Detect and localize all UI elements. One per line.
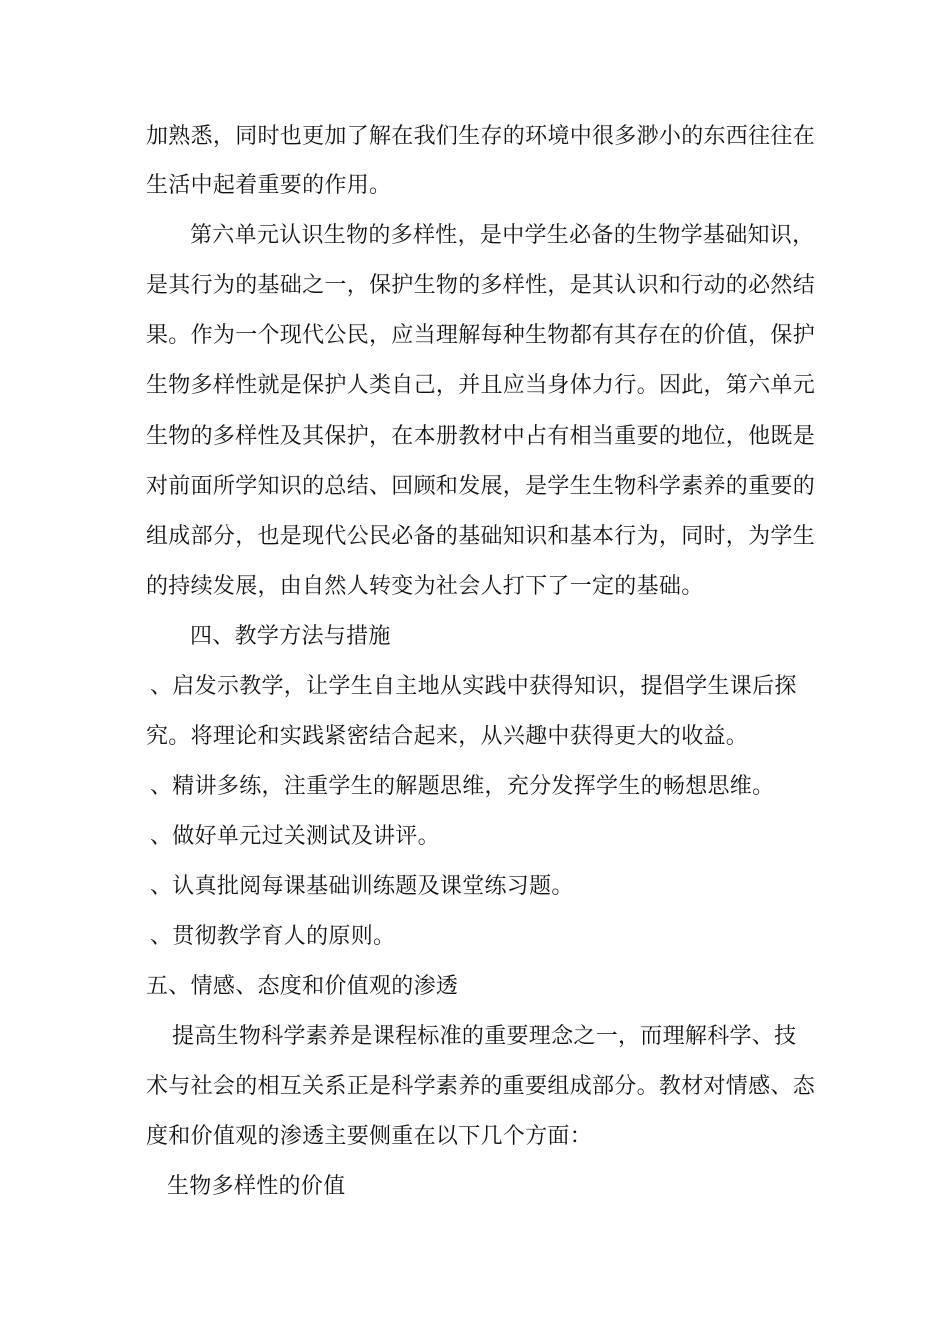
list-item: 、启发示教学，让学生自主地从实践中获得知识，提倡学生课后探: [150, 674, 797, 699]
paragraph-line: 度和价值观的渗透主要侧重在以下几个方面：: [146, 1124, 593, 1149]
paragraph-line: 生活中起着重要的作用。: [146, 173, 392, 198]
paragraph-line: 果。作为一个现代公民，应当理解每种生物都有其存在的价值，保护: [146, 323, 816, 348]
paragraph-line: 对前面所学知识的总结、回顾和发展，是学生生物科学素养的重要的: [146, 474, 816, 499]
paragraph-line: 提高生物科学素养是课程标准的重要理念之一，而理解科学、技: [172, 1024, 797, 1049]
list-item-continued: 究。将理论和实践紧密结合起来，从兴趣中获得更大的收益。: [146, 724, 749, 749]
paragraph-line: 的持续发展，由自然人转变为社会人打下了一定的基础。: [146, 574, 704, 599]
list-item: 、贯彻教学育人的原则。: [150, 924, 396, 949]
paragraph-line: 是其行为的基础之一，保护生物的多样性，是其认识和行动的必然结: [146, 273, 816, 298]
paragraph-line: 术与社会的相互关系正是科学素养的重要组成部分。教材对情感、态: [146, 1074, 816, 1099]
list-item: 、认真批阅每课基础训练题及课堂练习题。: [150, 874, 574, 899]
paragraph-line: 加熟悉，同时也更加了解在我们生存的环境中很多渺小的东西往往在: [146, 124, 816, 149]
list-item: 、精讲多练，注重学生的解题思维，充分发挥学生的畅想思维。: [150, 774, 775, 799]
list-item: 、做好单元过关测试及讲评。: [150, 824, 440, 849]
paragraph-line: 生物的多样性及其保护，在本册教材中占有相当重要的地位，他既是: [146, 424, 816, 449]
section-heading: 五、情感、态度和价值观的渗透: [146, 974, 459, 999]
section-heading: 四、教学方法与措施: [190, 624, 391, 649]
paragraph-line: 生物多样性就是保护人类自己，并且应当身体力行。因此，第六单元: [146, 373, 816, 398]
paragraph-line: 组成部分，也是现代公民必备的基础知识和基本行为，同时，为学生: [146, 524, 816, 549]
paragraph-line: 第六单元认识生物的多样性，是中学生必备的生物学基础知识，: [190, 223, 815, 248]
subheading: 生物多样性的价值: [167, 1174, 346, 1199]
